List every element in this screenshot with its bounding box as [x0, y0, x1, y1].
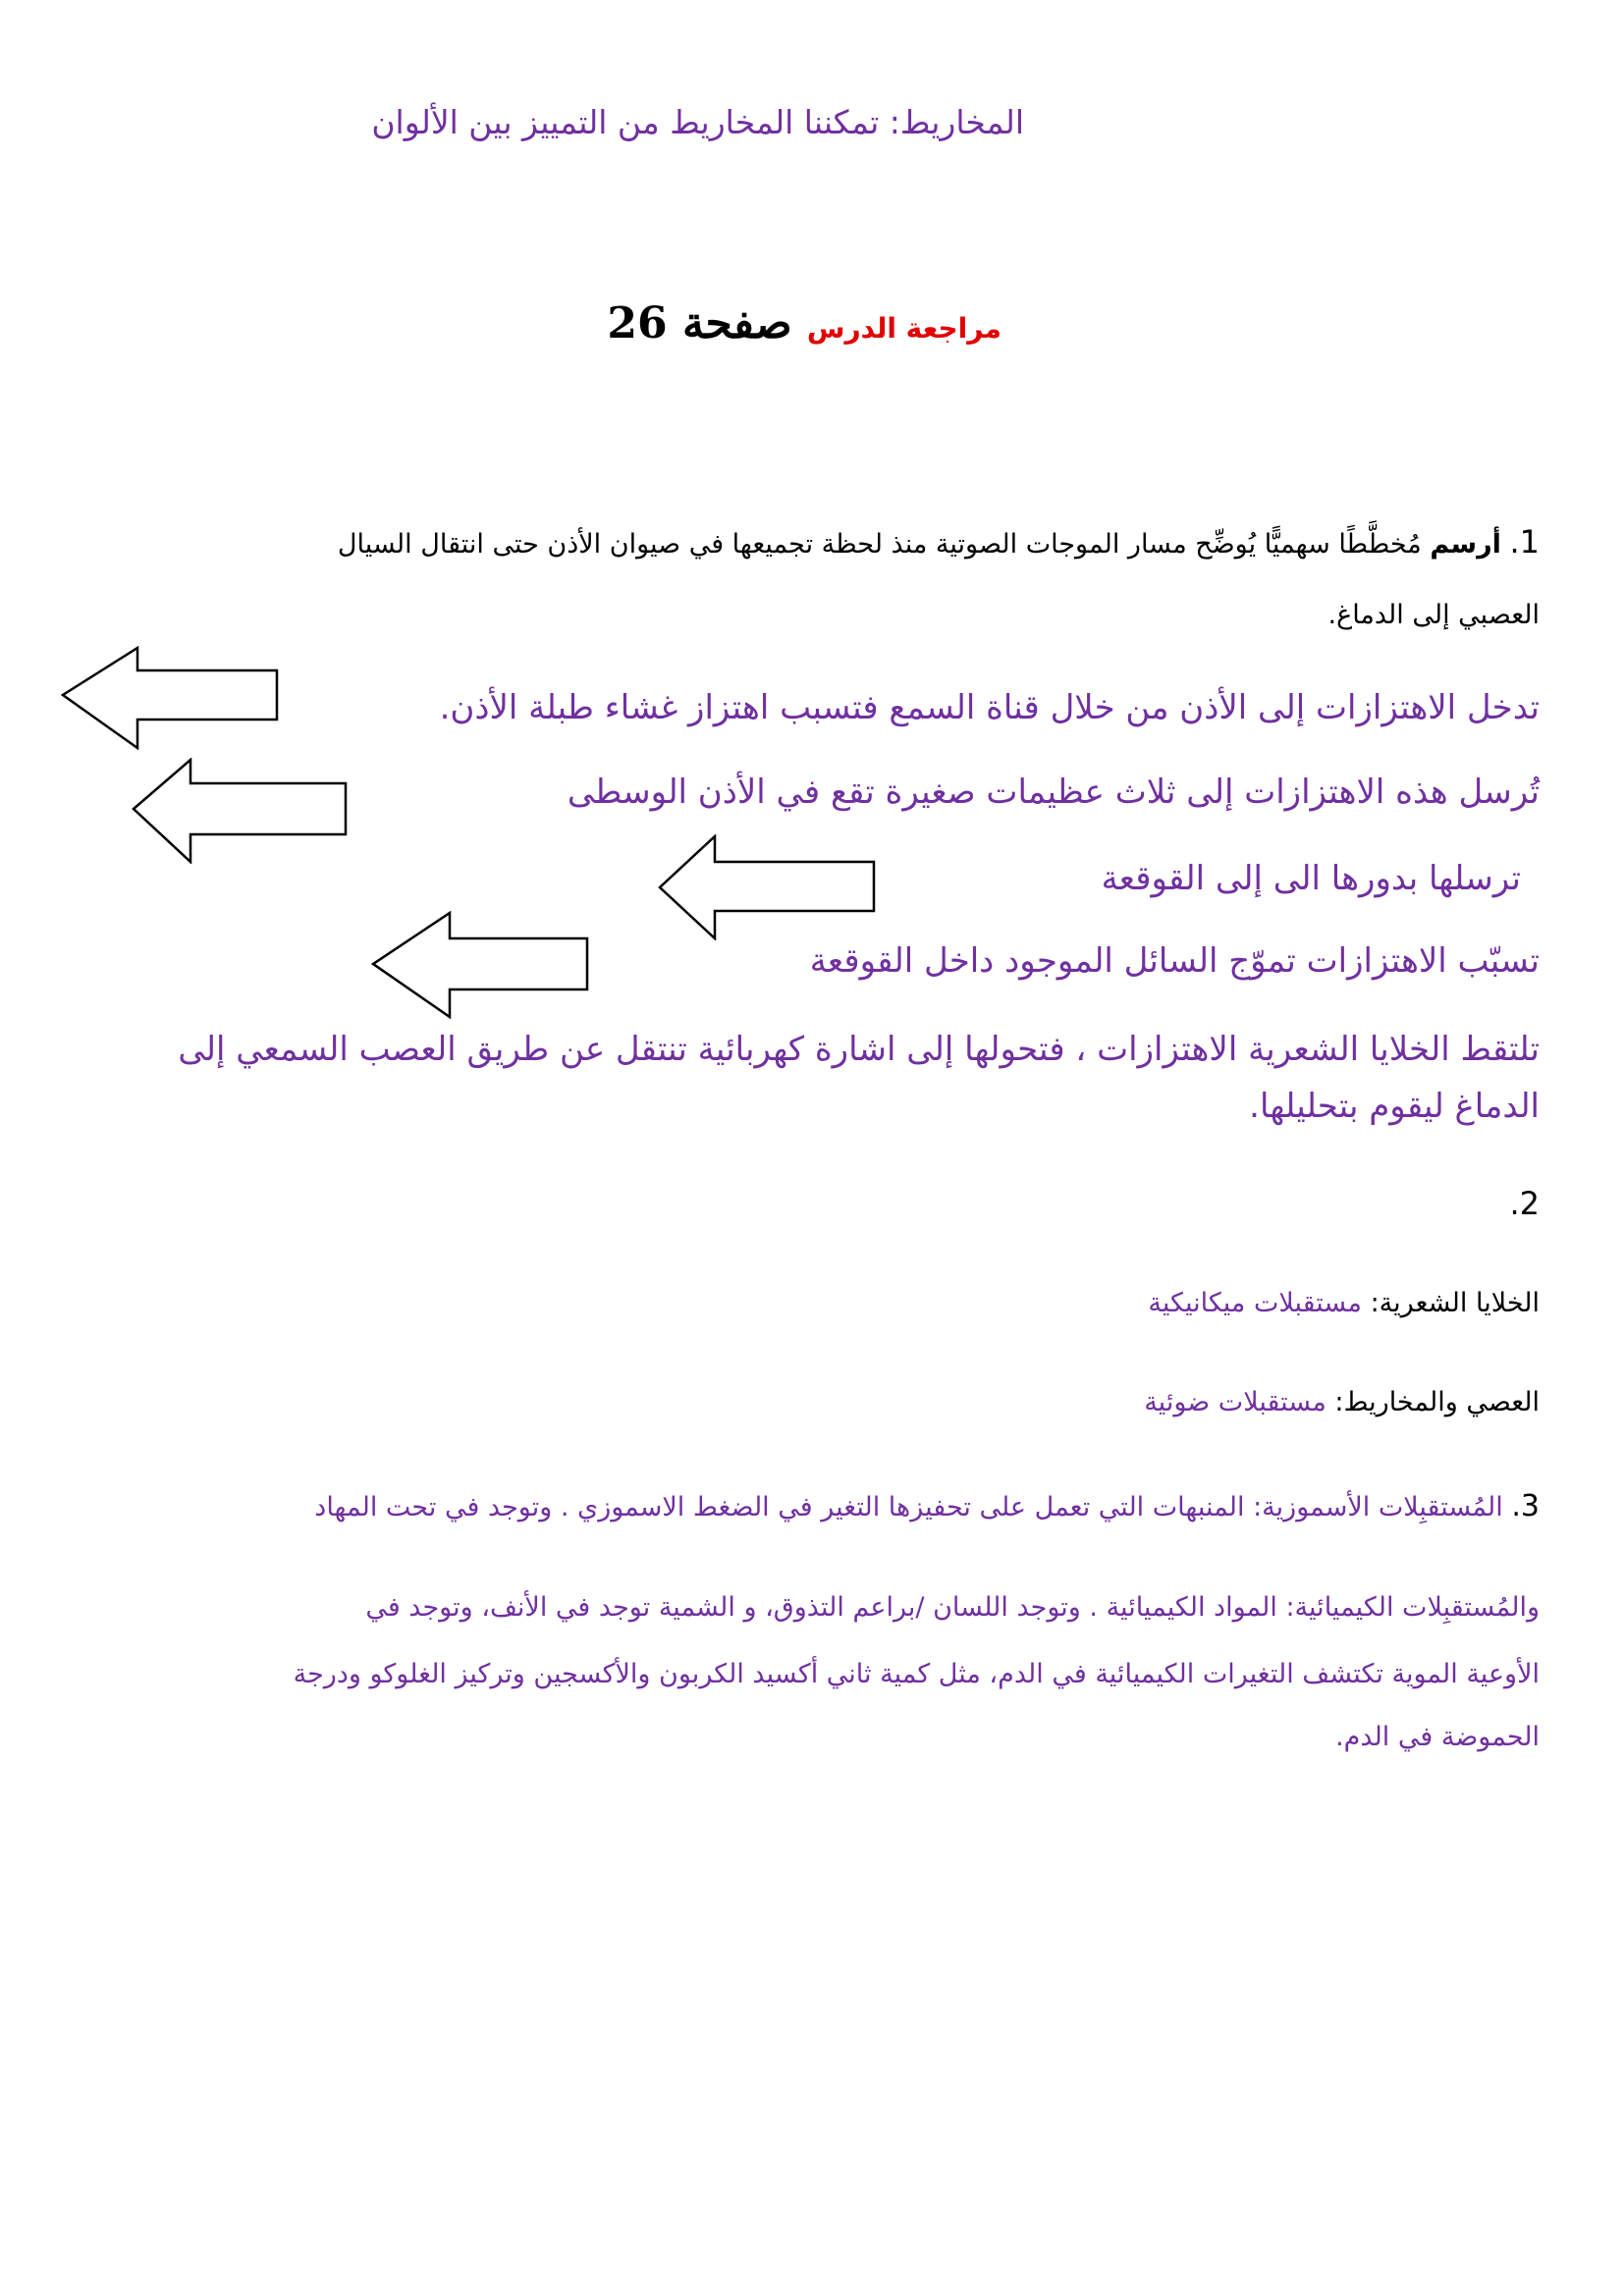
left-arrow-icon	[371, 911, 589, 1019]
q2-number	[1509, 1185, 1540, 1222]
left-arrow-icon	[61, 646, 279, 750]
title-page-word: صفحة	[681, 298, 792, 348]
top-note	[371, 103, 1024, 141]
top-note-text: تمكننا المخاريط من التمييز بين الألوان	[371, 103, 880, 141]
q3-line1-text: المُستقبِلات الأسموزية: المنبهات التي تعمل على تحفيزها التغير في الضغط الاسموزي . وتوجد في تحت المهاد	[314, 1492, 1503, 1522]
q2-hair-label: الخلايا الشعرية:	[1370, 1288, 1540, 1318]
q2-rods-value: مستقبلات ضوئية	[1144, 1387, 1326, 1417]
q3-line3	[294, 1661, 1540, 1687]
left-arrow-icon	[132, 758, 348, 864]
page-title	[607, 298, 1001, 348]
q1-prompt-line2	[1328, 602, 1541, 628]
q2-number-text: .2	[1509, 1185, 1540, 1222]
q1-step-1	[439, 688, 1540, 727]
q1-step-2-text: تُرسل هذه الاهتزازات إلى ثلاث عظيمات صغيرة تقع في الأذن الوسطى	[567, 773, 1540, 812]
q1-prompt-text: مُخطَّطًا سهميًّا يُوضِّح مسار الموجات الصوتية منذ لحظة تجميعها في صيوان الأذن حتى انتقال السيال	[337, 529, 1422, 560]
q3-line2	[365, 1594, 1540, 1621]
left-arrow-icon	[658, 834, 876, 940]
q2-rods-cones	[1144, 1389, 1540, 1415]
q1-step-4-text: تسبّب الاهتزازات تموّج السائل الموجود داخل القوقعة	[809, 941, 1540, 981]
q3-number: 3.	[1511, 1489, 1540, 1523]
top-note-label: المخاريط:	[889, 103, 1024, 141]
q3-line4	[1335, 1724, 1540, 1750]
q3-line1	[314, 1489, 1540, 1523]
q2-hair-cells	[1148, 1290, 1540, 1316]
q1-final-line1	[178, 1030, 1540, 1069]
q1-step-2	[567, 773, 1540, 812]
q1-step-1-text: تدخل الاهتزازات إلى الأذن من خلال قناة السمع فتسبب اهتزاز غشاء طبلة الأذن.	[439, 688, 1540, 727]
title-page-number: 26	[607, 298, 668, 348]
q3-line4-text: الحموضة في الدم.	[1335, 1722, 1540, 1752]
q3-line3-text: الأوعية الموية تكتشف التغيرات الكيميائية في الدم، مثل كمية ثاني أكسيد الكربون والأكسجين وتركيز الغلوكو ودرجة	[293, 1659, 1540, 1689]
q1-prompt-line1	[337, 523, 1540, 561]
q2-hair-value: مستقبلات ميكانيكية	[1148, 1288, 1362, 1318]
q1-step-4	[809, 941, 1540, 981]
q1-step-3	[1101, 859, 1521, 898]
title-prefix: مراجعة الدرس	[806, 312, 1001, 345]
q1-prompt-line2-text: العصبي إلى الدماغ.	[1327, 600, 1540, 630]
q1-verb: أرسم	[1430, 529, 1501, 560]
q3-line2-text: والمُستقبِلات الكيميائية: المواد الكيميائية . وتوجد اللسان /براعم التذوق، و الشمية توجد في الأنف، وتوجد في	[365, 1592, 1540, 1623]
q1-final-line1-text: تلتقط الخلايا الشعرية الاهتزازات ، فتحولها إلى اشارة كهربائية تنتقل عن طريق العصب السمعي إلى	[178, 1030, 1540, 1069]
q1-number: 1.	[1509, 523, 1540, 561]
q1-step-3-text: ترسلها بدورها الى إلى القوقعة	[1101, 859, 1521, 898]
q2-rods-label: العصي والمخاريط:	[1334, 1387, 1540, 1417]
q1-final-line2-text: الدماغ ليقوم بتحليلها.	[1249, 1087, 1540, 1126]
q1-final-line2	[1249, 1087, 1540, 1126]
